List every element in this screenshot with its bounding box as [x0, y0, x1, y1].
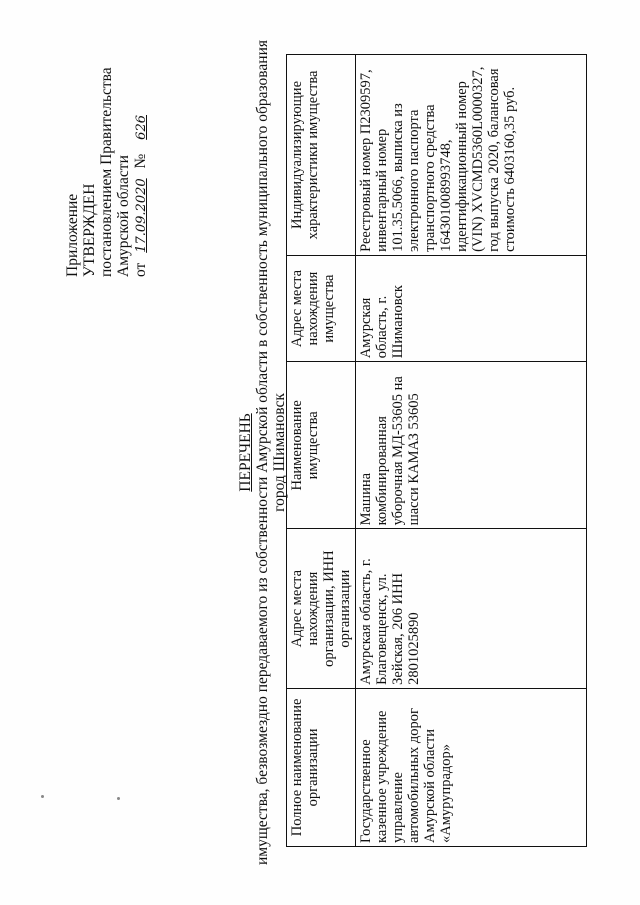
cell-property-name: Машина комбинированная уборочная МД-53605 на шасси КАМАЗ 53605 [356, 362, 587, 529]
cell-org-address: Амурская область, г. Благовещенск, ул. Зейская, 206 ИНН 2801025890 [356, 529, 587, 688]
table-row [356, 55, 587, 847]
approved-label: УТВЕРЖДЕН [81, 183, 98, 277]
approval-stamp-block [64, 67, 150, 277]
cell-org-name: Государственное казенное учреждение управление автомобильных дорог Амурской области «Амурупрадор» [356, 688, 587, 846]
cell-characteristics: Реестровый номер П2309597, инвентарный номер 101.35.5066, выписка из электронного паспорта транспортного средства 164301008993748, идентификационный номер (VIN) XVCMD5360L0000327, год выпуска 2020, балансовая стоимость 6403160,35 руб. [356, 55, 587, 256]
decree-label: постановлением Правительства [98, 67, 115, 277]
table-header-row [287, 55, 356, 847]
title-line-2: город Шимановск [271, 393, 288, 512]
header-characteristics: Индивидуализирующие характеристики имущества [287, 55, 356, 256]
header-org-name: Полное наименование организации [287, 688, 356, 846]
title-line-1: имущества, безвозмездно передаваемого из собственности Амурской области в собственность муниципального образования [254, 40, 271, 866]
header-org-address: Адрес места нахождения организации, ИНН организации [287, 529, 356, 688]
header-property-name: Наименование имущества [287, 362, 356, 529]
scan-speck [41, 795, 44, 798]
appendix-label: Приложение [64, 193, 81, 277]
decree-date: 17.09.2020 [134, 178, 149, 253]
from-prefix: от [132, 262, 149, 277]
property-table [286, 54, 587, 847]
document-title [237, 0, 288, 905]
number-prefix: № [132, 153, 149, 169]
decree-number: 626 [134, 114, 149, 140]
decree-date-line [132, 67, 150, 277]
cell-property-address: Амурская область, г. Шимановск [356, 255, 587, 361]
title-heading: ПЕРЕЧЕНЬ [237, 413, 254, 492]
header-property-address: Адрес места нахождения имущества [287, 255, 356, 361]
region-label: Амурской области [115, 155, 132, 277]
scan-speck [117, 797, 120, 800]
